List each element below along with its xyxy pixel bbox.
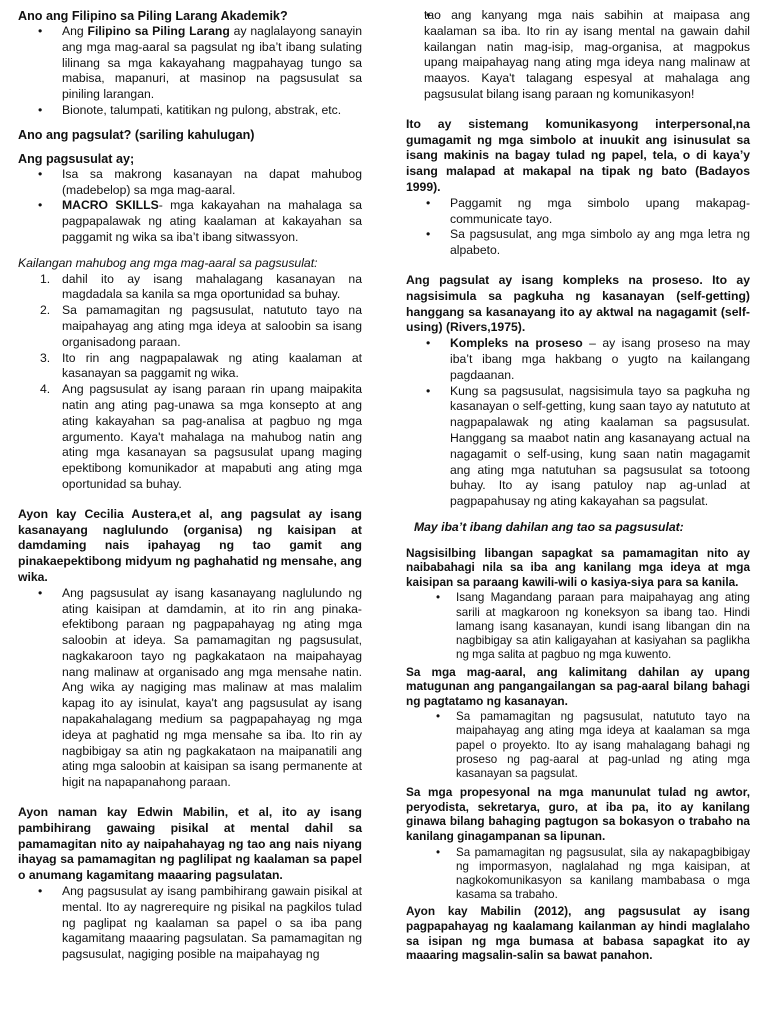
list-item: • Isa sa makrong kasanayan na dapat mahubog (madebelop) sa mga mag-aaral. [18,167,362,199]
italic-heading: Kailangan mahubog ang mga mag-aaral sa pagsusulat: [18,255,318,270]
bold-paragraph: Ito ay sistemang komunikasyong interpersonal,na gumagamit ng mga simbolo at inuukit ang isinusulat sa isang makinis na bagay tulad ng papel, tela, o di kaya’y isang malapad at makapal na tipak ng bato (Badayos 1999). [406,116,750,194]
bullet-continuation [406,8,750,103]
bullet-list [406,710,750,781]
numbered-list [18,272,362,493]
bullet-list [18,586,362,791]
list-text: Ito rin ang nagpapalawak ng ating kaalaman at kasanayan sa paggamit ng wika. [62,350,362,381]
bullet-list [406,336,750,510]
list-item: • Ang pagsusulat ay isang kasanayang naglulundo ng ating kaisipan at damdamin, at ito rin ang pinaka-efektibong paraan ng pagpapahayag ng ating mga saloobin at ideya. Sa pamamagitan ng pagsusulat, nagkakaroon tayo ng pagkakataon na maipahayag nang malinaw at organisado ang mga mensahe natin. Ang wika ay nagiging mas malinaw at mas malalim kapag ito ay isinulat, kaya't ang pagsusulat ay isang napakahalagang medium sa pagpapahayag ng mga ideya at paghatid ng mga mensahe sa iba. Ito rin ay nagbibigay sa atin ng pagkakataon na maipanatili ang ating mga saloobin at kaisipan sa isang permanente at higit na napapanahong paraan. [18,586,362,791]
list-number: 2. [40,303,51,318]
list-item [406,336,750,383]
list-number: 3. [40,350,51,365]
list-item: • Bionote, talumpati, katitikan ng pulong, abstrak, etc. [18,103,362,119]
bold-paragraph: Ayon kay Cecilia Austera,et al, ang pagsulat ay isang kasanayang naglulundo (organisa) ng kaisipan at damdaming nais ipahayag ng tao gamit ang pinakaepektibong midyum ng paghahatid ng mensahe, ang wika. [18,506,362,584]
bold-paragraph: Sa mga mag-aaral, ang kalimitang dahilan ay upang matugunan ang pangangailangan sa pag-aaral bilang bahagi ng pagtatamo ng kasanayan. [406,664,750,708]
text-run: – ay isang proseso na may iba’t ibang mga hakbang o yugto na kailangang pagdaanan. [450,336,750,382]
section-title: Ano ang pagsulat? (sariling kahulugan) [18,127,255,142]
list-item [18,24,362,103]
bullet-list [406,196,750,259]
list-item [18,382,362,493]
bullet-list [18,884,362,963]
text-run: Ang [62,24,88,38]
list-item: • Kung sa pagsusulat, nagsisimula tayo sa pagkuha ng kasanayan o self-getting, kung saan tayo ay natututo at nagpapalawak ng ating kaalaman sa pagsusulat. Hanggang sa maabot natin ang kasanayang actual na nagagamit o self-using, kung saan natin magagamit ang ating mga natutuhan sa pagsusulat sa totoong buhay. Ito ay isang patuloy nap ag-unlad at pagpapahusay ng ating kakayahan sa pagsulat. [406,384,750,510]
list-item: • Ang pagsusulat ay isang pambihirang gawain pisikal at mental. Ito ay nagrerequire ng pisikal na pagkilos tulad ng paglipat ng kaalaman sa papel o sa iba pang kagamitang maaaring pagsulatan. Sa pamamagitan ng pagsusulat, nagiging posible na maipahayag ng [18,884,362,963]
bold-paragraph: Nagsisilbing libangan sapagkat sa pamamagitan nito ay naibabahagi nila sa iba ang kanilang mga ideya at mga kaisipan sa paraang kawili-wili o kasiya-siya para sa kanila. [406,545,750,589]
list-item: • Isang Magandang paraan para maipahayag ang ating sarili at magkaroon ng koneksyon sa ibang tao. Hindi lamang isang kasanayan, kundi isang libangan din na nagbibigay sa atin kaligayahan at kasiyahan sa paglikha ng mga salita at pagbuo ng mga kuwento. [406,591,750,662]
list-number: 1. [40,271,51,286]
bold-paragraph: Ang pagsulat ay isang kompleks na proseso. Ito ay nagsisimula sa pagkuha ng kasanayan (self-getting) hanggang sa kasanayang ito ay aktwal na nagagamit (self-using) (Rivers,1975). [406,272,750,335]
list-item [18,303,362,350]
right-column [406,8,750,963]
list-item-continued: • tao ang kanyang mga nais sabihin at maipasa ang kaalaman sa iba. Ito rin ay isang mental na gawain dahil kailangan natin mag-isip, mag-organisa, at magpokus upang maipahayag nang ating mga ideya nang malinaw at maayos. Kaya't talagang espesyal at mahalaga ang pagsusulat bilang isang paraan ng komunikasyon! [406,8,750,103]
bullet-list [406,846,750,903]
bullet-list [406,591,750,662]
text-run: - mga kakayahan na mahalaga sa pagpapalawak ng ating kaalaman at kakayahan sa paggamit ng wika sa iba’t ibang sitwassyon. [62,198,362,244]
list-item: • Sa pamamagitan ng pagsusulat, sila ay nakapagbibigay ng impormasyon, naglalahad ng mga kaisipan, at nagkokomunikasyon sa kanilang mambabasa o mga kasama sa trabaho. [406,846,750,903]
list-item: • Sa pagsusulat, ang mga simbolo ay ang mga letra ng alpabeto. [406,227,750,259]
list-item [18,198,362,245]
term-bold: Filipino sa Piling Larang [87,24,230,38]
left-column [18,8,362,963]
italic-bold-heading: May iba’t ibang dahilan ang tao sa pagsusulat: [414,519,684,534]
list-text: dahil ito ay isang mahalagang kasanayan na magdadala sa kanila sa mga oportunidad sa buhay. [62,271,362,302]
section-title: Ang pagsusulat ay; [18,151,135,166]
bold-paragraph: Sa mga propesyonal na mga manunulat tulad ng awtor, peryodista, sekretarya, guro, at iba pa, ito ay kanilang ginawa bilang bahaging pagtugon sa bokasyon o trabaho na kanilang ginagampanan sa lipunan. [406,785,750,844]
term-bold: Kompleks na proseso [450,336,583,351]
bold-paragraph: Ayon naman kay Edwin Mabilin, et al, ito ay isang pambihirang gawaing pisikal at mental dahil sa pamamagitan nito ay naipahahayag ng tao ang nais niyang ihayag sa pamamagitan ng paglilipat ng kaalaman sa papel o anumang kagamitang maaaring pagsulatan. [18,805,362,883]
list-item: • Paggamit ng mga simbolo upang makapag-communicate tayo. [406,196,750,228]
list-text: Sa pamamagitan ng pagsusulat, natututo tayo na maipahayag ang ating mga ideya at saloobin sa isang organisadong paraan. [62,303,362,349]
bold-paragraph: Ayon kay Mabilin (2012), ang pagsusulat ay isang pagpapahayag ng kaalamang kailanman ay hindi maglalaho sa isipan ng mga bumasa at babasa sapagkat ito ay maaaring magsalin-salin sa bawat panahon. [406,904,750,963]
list-item: • Sa pamamagitan ng pagsusulat, natututo tayo na maipahayag ang ating mga ideya at kaalaman sa mga papel o proyekto. Ito ay isang mahalagang bahagi ng proseso ng pag-aaral at pag-unlad ng ating mga kasanayan sa pagsulat. [406,710,750,781]
text-run: ay naglalayong sanayin ang mga mag-aaral sa pagsulat ng iba’t ibang sulating lilinang sa mga kakayahang magpahayag tungo sa mabisa, mapanuri, at masinop na pagsusulat sa piniling larangan. [62,24,362,102]
list-text: Ang pagsusulat ay isang paraan rin upang maipakita natin ang ating pag-unawa sa mga konsepto at ang ating kakayahan sa pag-analisa at pagbuo ng mga argumento. Kaya't mahalaga na mahubog natin ang ating mga kasanayan sa pagsusulat upang maging epektibong komunikador at mapabuti ang ating mga oportunidad sa buhay. [62,382,362,491]
list-item [18,351,362,383]
list-item [18,272,362,304]
bullet-list [18,167,362,246]
section-title: Ano ang Filipino sa Piling Larang Akademik? [18,9,288,23]
term-bold: MACRO SKILLS [62,198,159,213]
list-number: 4. [40,382,51,397]
bullet-list [18,24,362,119]
